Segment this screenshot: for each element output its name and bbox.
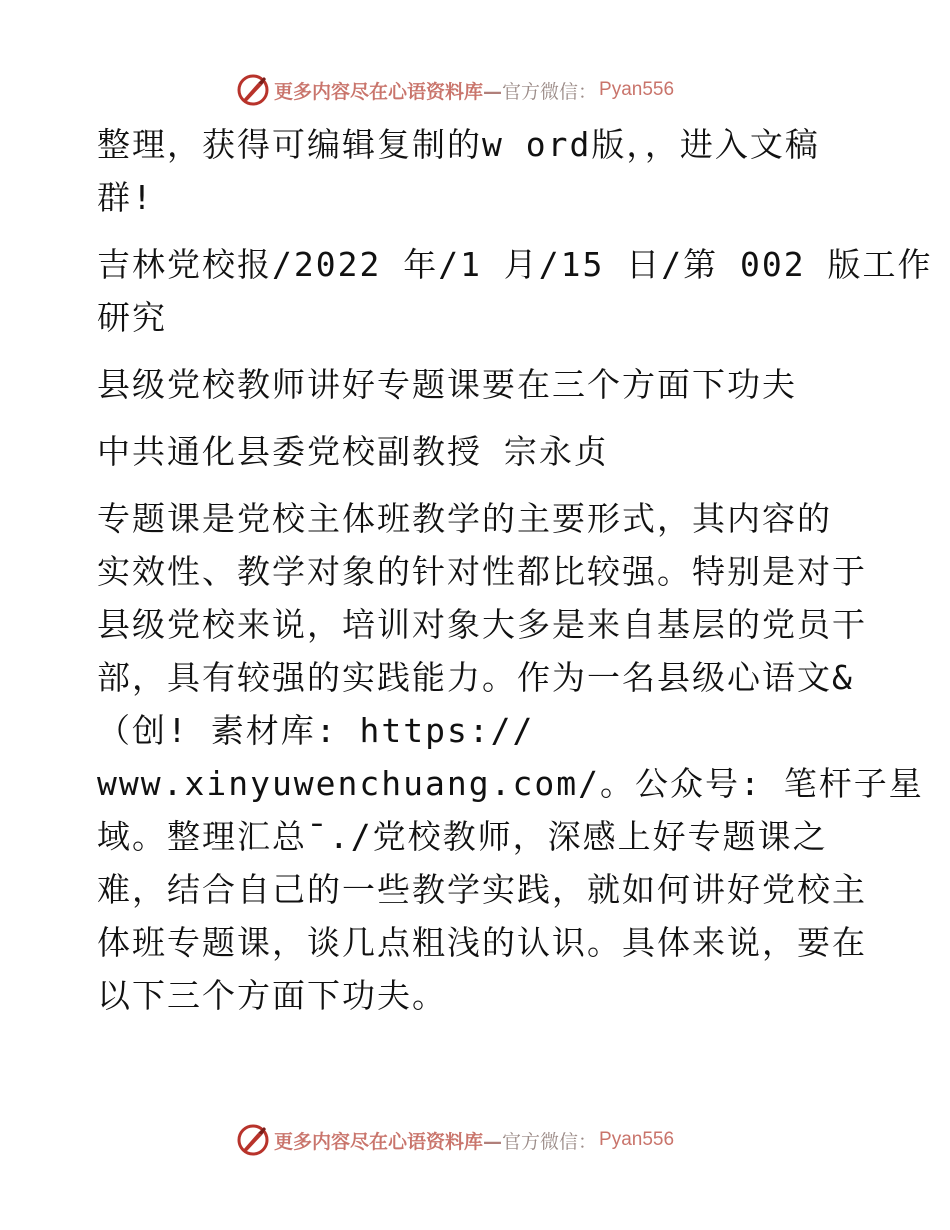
document-body [97,118,933,1022]
body-line: 县级党校来说，培训对象大多是来自基层的党员干 [97,605,867,644]
body-line: 实效性、教学对象的针对性都比较强。特别是对于 [97,552,867,591]
intro-line: 整理，获得可编辑复制的w ord版，，进入文稿 [97,125,820,164]
quill-logo-icon [236,73,270,107]
banner-wechat-id: Pyan556 [599,1129,675,1150]
article-title: 县级党校教师讲好专题课要在三个方面下功夫 [97,365,797,404]
body-line: 部，具有较强的实践能力。作为一名县级心语文& [97,658,854,697]
quill-logo-icon [236,1123,270,1157]
body-line: 以下三个方面下功夫。 [97,976,447,1015]
header-banner [236,73,716,107]
body-line: 专题课是党校主体班教学的主要形式，其内容的 [97,499,832,538]
article-author: 中共通化县委党校副教授 宗永贞 [97,432,609,471]
body-line: 难，结合自己的一些教学实践，就如何讲好党校主 [97,870,867,909]
body-line: （创! 素材库: https:// [97,711,535,750]
source-line: 研究 [97,298,167,337]
body-line: 域。整理汇总¯./党校教师，深感上好专题课之 [97,817,828,856]
banner-wechat-id: Pyan556 [599,79,675,100]
source-line: 吉林党校报/2022 年/1 月/15 日/第 002 版工作 [97,245,933,284]
body-line: www.xinyuwenchuang.com/。公众号: 笔杆子星 [97,764,924,803]
banner-slogan: 更多内容尽在心语资料库—官方微信： [274,1130,598,1153]
body-line: 体班专题课，谈几点粗浅的认识。具体来说，要在 [97,923,867,962]
intro-line: 群! [97,178,154,217]
footer-banner [236,1123,716,1157]
banner-slogan: 更多内容尽在心语资料库—官方微信： [274,80,598,103]
